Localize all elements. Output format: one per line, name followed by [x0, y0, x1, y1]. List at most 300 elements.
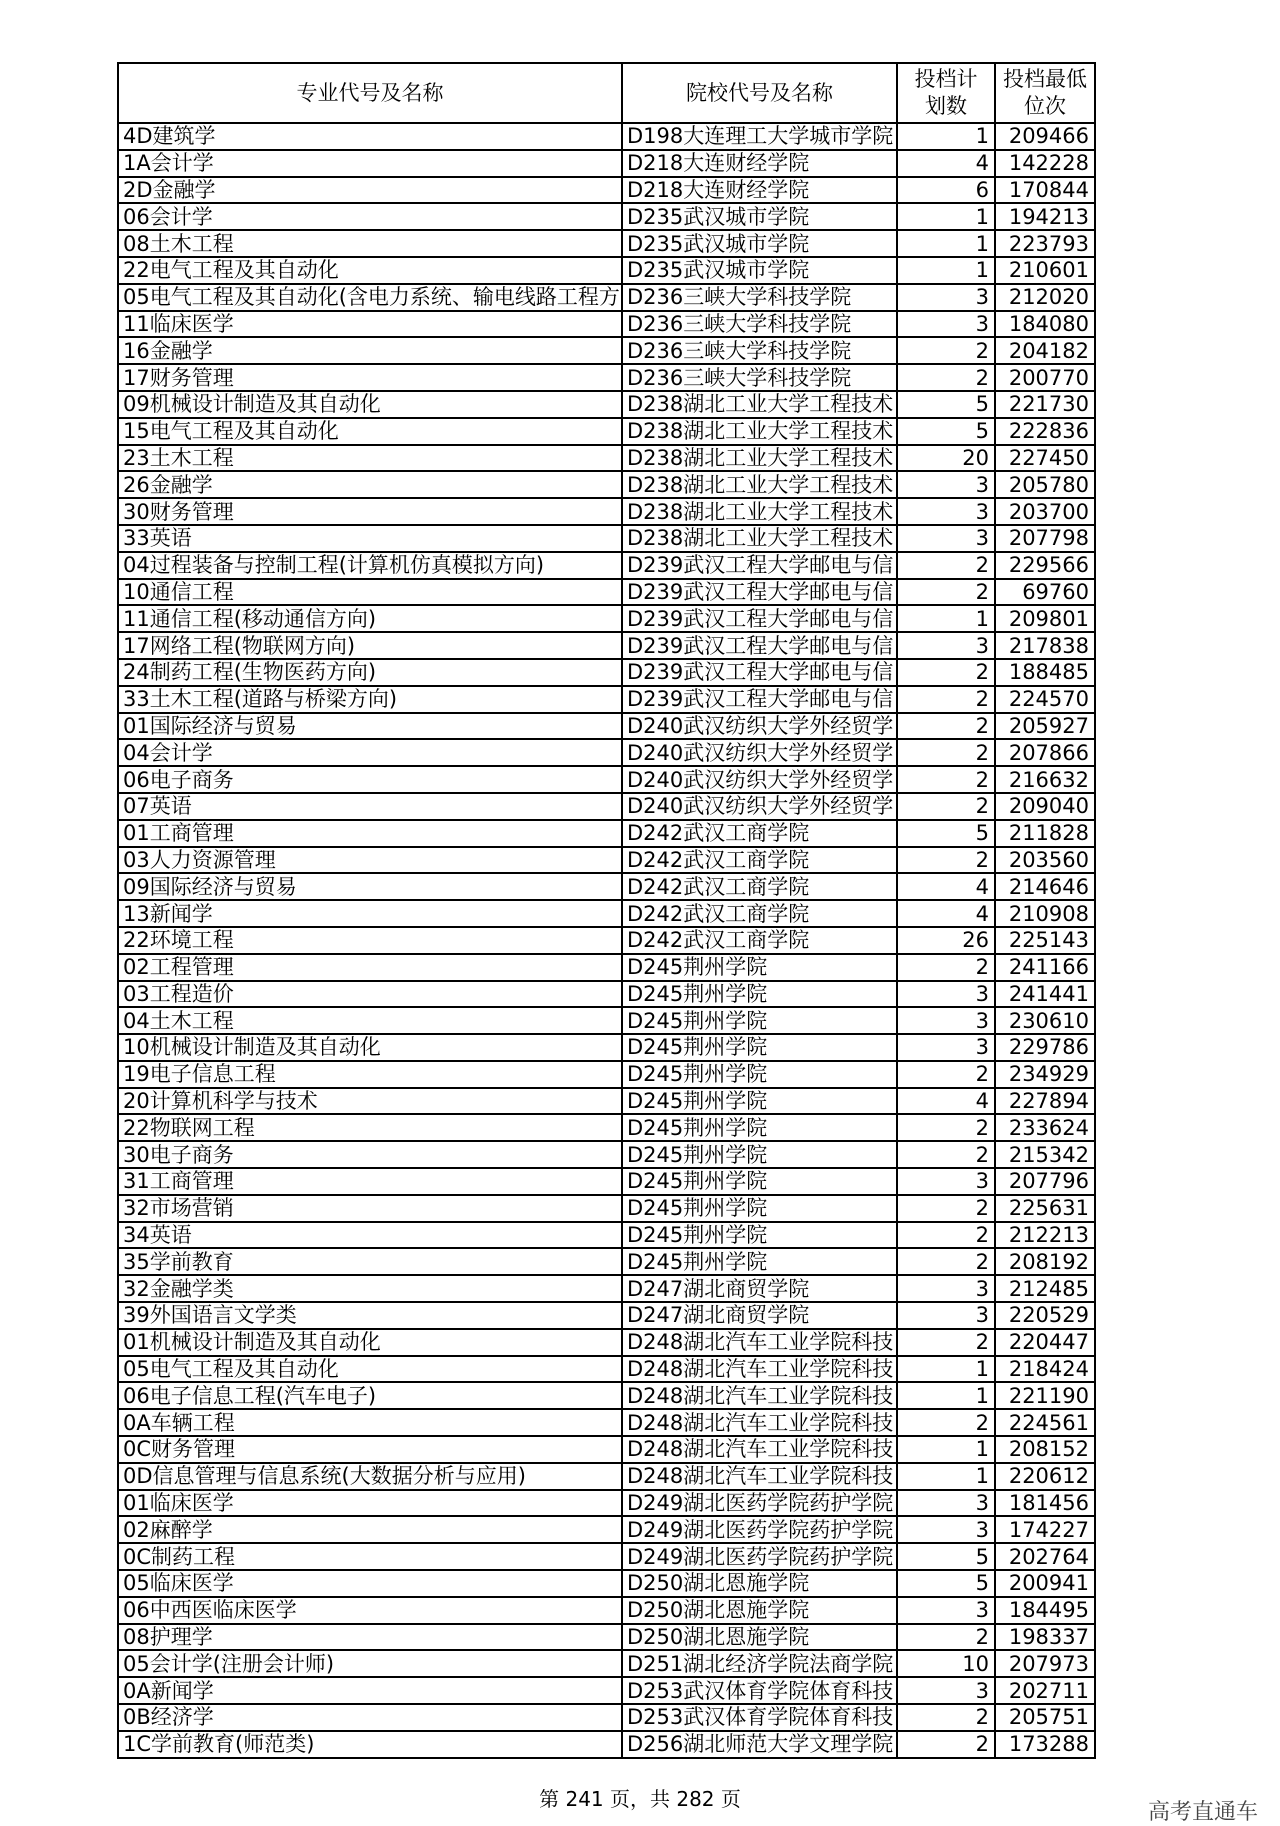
- cell-min-rank: 188485: [995, 659, 1095, 686]
- table-row: [118, 1195, 1095, 1222]
- table-row: [118, 230, 1095, 257]
- cell-major: 02麻醉学: [118, 1516, 622, 1543]
- table-row: [118, 1490, 1095, 1517]
- cell-min-rank: 69760: [995, 579, 1095, 606]
- table-row: [118, 766, 1095, 793]
- table-row: [118, 525, 1095, 552]
- cell-min-rank: 205751: [995, 1704, 1095, 1731]
- cell-plan-count: 3: [897, 632, 995, 659]
- table-row: [118, 632, 1095, 659]
- table-row: [118, 659, 1095, 686]
- cell-major: 01临床医学: [118, 1490, 622, 1517]
- cell-min-rank: 200770: [995, 364, 1095, 391]
- cell-plan-count: 4: [897, 873, 995, 900]
- cell-major: 03人力资源管理: [118, 847, 622, 874]
- table-row: [118, 793, 1095, 820]
- cell-school: D249湖北医药学院药护学院: [622, 1543, 897, 1570]
- table-row: [118, 981, 1095, 1008]
- cell-major: 06中西医临床医学: [118, 1597, 622, 1624]
- table-row: [118, 1516, 1095, 1543]
- cell-school: D240武汉纺织大学外经贸学: [622, 766, 897, 793]
- cell-school: D239武汉工程大学邮电与信: [622, 552, 897, 579]
- cell-school: D249湖北医药学院药护学院: [622, 1516, 897, 1543]
- watermark: 高考直通车: [1147, 1800, 1258, 1825]
- cell-school: D248湖北汽车工业学院科技: [622, 1436, 897, 1463]
- table-row: [118, 1007, 1095, 1034]
- cell-min-rank: 142228: [995, 150, 1095, 177]
- cell-school: D236三峡大学科技学院: [622, 311, 897, 338]
- cell-min-rank: 220447: [995, 1329, 1095, 1356]
- cell-plan-count: 2: [897, 364, 995, 391]
- cell-plan-count: 2: [897, 579, 995, 606]
- cell-major: 23土木工程: [118, 445, 622, 472]
- header-plan-count-line2: 划数: [925, 94, 967, 118]
- cell-plan-count: 1: [897, 203, 995, 230]
- cell-major: 10通信工程: [118, 579, 622, 606]
- cell-min-rank: 216632: [995, 766, 1095, 793]
- cell-plan-count: 3: [897, 1168, 995, 1195]
- cell-major: 20计算机科学与技术: [118, 1088, 622, 1115]
- cell-major: 15电气工程及其自动化: [118, 418, 622, 445]
- cell-plan-count: 2: [897, 847, 995, 874]
- cell-plan-count: 3: [897, 284, 995, 311]
- cell-plan-count: 1: [897, 605, 995, 632]
- cell-major: 01机械设计制造及其自动化: [118, 1329, 622, 1356]
- table-row: [118, 1088, 1095, 1115]
- cell-min-rank: 214646: [995, 873, 1095, 900]
- table-row: [118, 1597, 1095, 1624]
- cell-min-rank: 200941: [995, 1570, 1095, 1597]
- header-school: 院校代号及名称: [622, 63, 897, 123]
- cell-plan-count: 2: [897, 1731, 995, 1758]
- cell-plan-count: 2: [897, 686, 995, 713]
- cell-plan-count: 2: [897, 1248, 995, 1275]
- cell-plan-count: 3: [897, 981, 995, 1008]
- table-row: [118, 686, 1095, 713]
- cell-plan-count: 2: [897, 659, 995, 686]
- table-row: [118, 1382, 1095, 1409]
- cell-major: 35学前教育: [118, 1248, 622, 1275]
- cell-plan-count: 3: [897, 1516, 995, 1543]
- cell-min-rank: 217838: [995, 632, 1095, 659]
- cell-major: 0A车辆工程: [118, 1409, 622, 1436]
- table-row: [118, 391, 1095, 418]
- cell-plan-count: 3: [897, 1490, 995, 1517]
- cell-school: D198大连理工大学城市学院: [622, 123, 897, 150]
- cell-plan-count: 3: [897, 1677, 995, 1704]
- cell-major: 39外国语言文学类: [118, 1302, 622, 1329]
- header-min-rank-line2: 位次: [1024, 94, 1066, 118]
- cell-major: 06电子商务: [118, 766, 622, 793]
- cell-school: D240武汉纺织大学外经贸学: [622, 793, 897, 820]
- cell-school: D242武汉工商学院: [622, 900, 897, 927]
- cell-plan-count: 2: [897, 1222, 995, 1249]
- cell-school: D248湖北汽车工业学院科技: [622, 1463, 897, 1490]
- cell-plan-count: 2: [897, 1329, 995, 1356]
- cell-major: 33土木工程(道路与桥梁方向): [118, 686, 622, 713]
- cell-major: 4D建筑学: [118, 123, 622, 150]
- table-row: [118, 1302, 1095, 1329]
- cell-plan-count: 1: [897, 1382, 995, 1409]
- table-row: [118, 1436, 1095, 1463]
- cell-min-rank: 174227: [995, 1516, 1095, 1543]
- table-row: [118, 364, 1095, 391]
- table-body: [118, 123, 1095, 1758]
- cell-plan-count: 1: [897, 230, 995, 257]
- cell-major: 01国际经济与贸易: [118, 713, 622, 740]
- cell-major: 08护理学: [118, 1624, 622, 1651]
- cell-school: D238湖北工业大学工程技术: [622, 418, 897, 445]
- cell-major: 02工程管理: [118, 954, 622, 981]
- table-row: [118, 284, 1095, 311]
- cell-min-rank: 211828: [995, 820, 1095, 847]
- cell-school: D253武汉体育学院体育科技: [622, 1704, 897, 1731]
- cell-plan-count: 2: [897, 739, 995, 766]
- table-row: [118, 123, 1095, 150]
- cell-school: D248湖北汽车工业学院科技: [622, 1382, 897, 1409]
- cell-min-rank: 207798: [995, 525, 1095, 552]
- cell-plan-count: 26: [897, 927, 995, 954]
- cell-min-rank: 181456: [995, 1490, 1095, 1517]
- cell-school: D245荆州学院: [622, 1088, 897, 1115]
- cell-min-rank: 212020: [995, 284, 1095, 311]
- table-row: [118, 1034, 1095, 1061]
- cell-school: D239武汉工程大学邮电与信: [622, 632, 897, 659]
- cell-min-rank: 184080: [995, 311, 1095, 338]
- cell-plan-count: 2: [897, 1704, 995, 1731]
- cell-major: 16金融学: [118, 337, 622, 364]
- cell-school: D250湖北恩施学院: [622, 1597, 897, 1624]
- cell-plan-count: 3: [897, 1275, 995, 1302]
- cell-plan-count: 20: [897, 445, 995, 472]
- cell-plan-count: 6: [897, 177, 995, 204]
- table-row: [118, 1650, 1095, 1677]
- cell-min-rank: 202764: [995, 1543, 1095, 1570]
- cell-major: 22电气工程及其自动化: [118, 257, 622, 284]
- cell-plan-count: 3: [897, 1597, 995, 1624]
- cell-school: D245荆州学院: [622, 1195, 897, 1222]
- table-row: [118, 1570, 1095, 1597]
- cell-major: 0C制药工程: [118, 1543, 622, 1570]
- cell-major: 0D信息管理与信息系统(大数据分析与应用): [118, 1463, 622, 1490]
- cell-school: D238湖北工业大学工程技术: [622, 445, 897, 472]
- table-row: [118, 418, 1095, 445]
- cell-school: D250湖北恩施学院: [622, 1624, 897, 1651]
- cell-min-rank: 241441: [995, 981, 1095, 1008]
- cell-min-rank: 173288: [995, 1731, 1095, 1758]
- cell-school: D251湖北经济学院法商学院: [622, 1650, 897, 1677]
- cell-major: 19电子信息工程: [118, 1061, 622, 1088]
- cell-plan-count: 2: [897, 713, 995, 740]
- admission-table: [117, 62, 1096, 1759]
- cell-major: 30电子商务: [118, 1141, 622, 1168]
- cell-plan-count: 3: [897, 1034, 995, 1061]
- table-row: [118, 1677, 1095, 1704]
- table-row: [118, 1356, 1095, 1383]
- table-row: [118, 337, 1095, 364]
- table-row: [118, 1061, 1095, 1088]
- table-row: [118, 1704, 1095, 1731]
- cell-min-rank: 227450: [995, 445, 1095, 472]
- cell-major: 31工商管理: [118, 1168, 622, 1195]
- cell-major: 32金融学类: [118, 1275, 622, 1302]
- cell-plan-count: 2: [897, 1141, 995, 1168]
- cell-major: 08土木工程: [118, 230, 622, 257]
- table-row: [118, 927, 1095, 954]
- cell-school: D245荆州学院: [622, 981, 897, 1008]
- cell-min-rank: 208152: [995, 1436, 1095, 1463]
- cell-major: 04过程装备与控制工程(计算机仿真模拟方向): [118, 552, 622, 579]
- cell-school: D247湖北商贸学院: [622, 1302, 897, 1329]
- table-row: [118, 579, 1095, 606]
- table-row: [118, 713, 1095, 740]
- cell-plan-count: 4: [897, 900, 995, 927]
- cell-plan-count: 1: [897, 1356, 995, 1383]
- cell-plan-count: 5: [897, 820, 995, 847]
- table-row: [118, 1141, 1095, 1168]
- page-footer: 第 241 页，共 282 页: [539, 1787, 741, 1811]
- cell-min-rank: 230610: [995, 1007, 1095, 1034]
- cell-min-rank: 220529: [995, 1302, 1095, 1329]
- cell-major: 01工商管理: [118, 820, 622, 847]
- cell-plan-count: 2: [897, 954, 995, 981]
- cell-major: 22物联网工程: [118, 1114, 622, 1141]
- cell-school: D239武汉工程大学邮电与信: [622, 686, 897, 713]
- cell-min-rank: 212213: [995, 1222, 1095, 1249]
- cell-major: 17网络工程(物联网方向): [118, 632, 622, 659]
- cell-plan-count: 1: [897, 123, 995, 150]
- cell-school: D242武汉工商学院: [622, 873, 897, 900]
- cell-min-rank: 229786: [995, 1034, 1095, 1061]
- cell-school: D239武汉工程大学邮电与信: [622, 579, 897, 606]
- table-row: [118, 1114, 1095, 1141]
- cell-school: D235武汉城市学院: [622, 203, 897, 230]
- table-row: [118, 203, 1095, 230]
- cell-min-rank: 215342: [995, 1141, 1095, 1168]
- cell-school: D245荆州学院: [622, 1061, 897, 1088]
- cell-min-rank: 194213: [995, 203, 1095, 230]
- cell-major: 03工程造价: [118, 981, 622, 1008]
- cell-school: D218大连财经学院: [622, 177, 897, 204]
- table-row: [118, 177, 1095, 204]
- cell-school: D238湖北工业大学工程技术: [622, 391, 897, 418]
- table-row: [118, 1624, 1095, 1651]
- cell-school: D240武汉纺织大学外经贸学: [622, 713, 897, 740]
- table-row: [118, 1329, 1095, 1356]
- cell-min-rank: 225143: [995, 927, 1095, 954]
- cell-min-rank: 234929: [995, 1061, 1095, 1088]
- cell-min-rank: 184495: [995, 1597, 1095, 1624]
- cell-major: 13新闻学: [118, 900, 622, 927]
- cell-min-rank: 207796: [995, 1168, 1095, 1195]
- cell-school: D256湖北师范大学文理学院: [622, 1731, 897, 1758]
- cell-plan-count: 4: [897, 150, 995, 177]
- table-row: [118, 471, 1095, 498]
- cell-school: D248湖北汽车工业学院科技: [622, 1329, 897, 1356]
- table-row: [118, 445, 1095, 472]
- cell-min-rank: 204182: [995, 337, 1095, 364]
- cell-plan-count: 10: [897, 1650, 995, 1677]
- cell-plan-count: 3: [897, 498, 995, 525]
- cell-major: 06电子信息工程(汽车电子): [118, 1382, 622, 1409]
- cell-school: D238湖北工业大学工程技术: [622, 498, 897, 525]
- cell-plan-count: 3: [897, 525, 995, 552]
- cell-min-rank: 205927: [995, 713, 1095, 740]
- cell-min-rank: 209040: [995, 793, 1095, 820]
- cell-school: D245荆州学院: [622, 1007, 897, 1034]
- cell-plan-count: 1: [897, 1436, 995, 1463]
- cell-plan-count: 2: [897, 552, 995, 579]
- cell-school: D235武汉城市学院: [622, 257, 897, 284]
- cell-school: D248湖北汽车工业学院科技: [622, 1356, 897, 1383]
- cell-min-rank: 225631: [995, 1195, 1095, 1222]
- cell-school: D242武汉工商学院: [622, 927, 897, 954]
- table-row: [118, 1248, 1095, 1275]
- cell-plan-count: 2: [897, 1195, 995, 1222]
- table-row: [118, 257, 1095, 284]
- header-plan-count: [897, 63, 995, 123]
- cell-min-rank: 202711: [995, 1677, 1095, 1704]
- header-min-rank-line1: 投档最低: [1003, 67, 1087, 91]
- cell-major: 05临床医学: [118, 1570, 622, 1597]
- cell-school: D236三峡大学科技学院: [622, 284, 897, 311]
- cell-plan-count: 3: [897, 311, 995, 338]
- table-row: [118, 954, 1095, 981]
- cell-min-rank: 209466: [995, 123, 1095, 150]
- cell-school: D235武汉城市学院: [622, 230, 897, 257]
- cell-min-rank: 203560: [995, 847, 1095, 874]
- table-row: [118, 900, 1095, 927]
- cell-major: 1A会计学: [118, 150, 622, 177]
- cell-school: D245荆州学院: [622, 1141, 897, 1168]
- cell-school: D249湖北医药学院药护学院: [622, 1490, 897, 1517]
- cell-min-rank: 209801: [995, 605, 1095, 632]
- cell-major: 06会计学: [118, 203, 622, 230]
- table-row: [118, 1463, 1095, 1490]
- table-row: [118, 552, 1095, 579]
- cell-min-rank: 222836: [995, 418, 1095, 445]
- table-row: [118, 739, 1095, 766]
- header-min-rank: [995, 63, 1095, 123]
- cell-major: 2D金融学: [118, 177, 622, 204]
- cell-min-rank: 224570: [995, 686, 1095, 713]
- cell-school: D236三峡大学科技学院: [622, 364, 897, 391]
- cell-major: 33英语: [118, 525, 622, 552]
- cell-min-rank: 241166: [995, 954, 1095, 981]
- cell-plan-count: 1: [897, 1463, 995, 1490]
- cell-plan-count: 5: [897, 1543, 995, 1570]
- cell-plan-count: 2: [897, 1061, 995, 1088]
- table-row: [118, 311, 1095, 338]
- cell-school: D245荆州学院: [622, 1168, 897, 1195]
- header-major: 专业代号及名称: [118, 63, 622, 123]
- cell-min-rank: 224561: [995, 1409, 1095, 1436]
- cell-major: 0B经济学: [118, 1704, 622, 1731]
- cell-plan-count: 2: [897, 793, 995, 820]
- cell-major: 17财务管理: [118, 364, 622, 391]
- cell-plan-count: 5: [897, 1570, 995, 1597]
- cell-major: 04会计学: [118, 739, 622, 766]
- cell-min-rank: 229566: [995, 552, 1095, 579]
- cell-min-rank: 221190: [995, 1382, 1095, 1409]
- table-row: [118, 1543, 1095, 1570]
- cell-major: 10机械设计制造及其自动化: [118, 1034, 622, 1061]
- table-row: [118, 820, 1095, 847]
- cell-min-rank: 170844: [995, 177, 1095, 204]
- cell-major: 04土木工程: [118, 1007, 622, 1034]
- cell-min-rank: 220612: [995, 1463, 1095, 1490]
- cell-min-rank: 233624: [995, 1114, 1095, 1141]
- cell-plan-count: 1: [897, 257, 995, 284]
- cell-min-rank: 205780: [995, 471, 1095, 498]
- cell-plan-count: 3: [897, 471, 995, 498]
- cell-major: 0A新闻学: [118, 1677, 622, 1704]
- cell-school: D245荆州学院: [622, 1114, 897, 1141]
- cell-school: D245荆州学院: [622, 954, 897, 981]
- table-row: [118, 150, 1095, 177]
- cell-school: D238湖北工业大学工程技术: [622, 471, 897, 498]
- cell-major: 09机械设计制造及其自动化: [118, 391, 622, 418]
- cell-min-rank: 207866: [995, 739, 1095, 766]
- cell-min-rank: 207973: [995, 1650, 1095, 1677]
- cell-major: 05电气工程及其自动化(含电力系统、输电线路工程方: [118, 284, 622, 311]
- table-row: [118, 605, 1095, 632]
- cell-min-rank: 227894: [995, 1088, 1095, 1115]
- table-row: [118, 1222, 1095, 1249]
- table-row: [118, 1731, 1095, 1758]
- cell-min-rank: 210908: [995, 900, 1095, 927]
- cell-plan-count: 2: [897, 337, 995, 364]
- cell-plan-count: 2: [897, 1114, 995, 1141]
- cell-plan-count: 4: [897, 1088, 995, 1115]
- cell-major: 1C学前教育(师范类): [118, 1731, 622, 1758]
- cell-min-rank: 212485: [995, 1275, 1095, 1302]
- table-row: [118, 1275, 1095, 1302]
- cell-min-rank: 223793: [995, 230, 1095, 257]
- cell-school: D218大连财经学院: [622, 150, 897, 177]
- table-row: [118, 1409, 1095, 1436]
- cell-major: 22环境工程: [118, 927, 622, 954]
- cell-major: 0C财务管理: [118, 1436, 622, 1463]
- cell-major: 11通信工程(移动通信方向): [118, 605, 622, 632]
- cell-plan-count: 3: [897, 1302, 995, 1329]
- cell-major: 11临床医学: [118, 311, 622, 338]
- cell-school: D253武汉体育学院体育科技: [622, 1677, 897, 1704]
- cell-major: 05会计学(注册会计师): [118, 1650, 622, 1677]
- cell-school: D242武汉工商学院: [622, 820, 897, 847]
- table-row: [118, 498, 1095, 525]
- cell-min-rank: 208192: [995, 1248, 1095, 1275]
- cell-school: D236三峡大学科技学院: [622, 337, 897, 364]
- cell-school: D248湖北汽车工业学院科技: [622, 1409, 897, 1436]
- cell-major: 26金融学: [118, 471, 622, 498]
- cell-school: D239武汉工程大学邮电与信: [622, 659, 897, 686]
- cell-min-rank: 203700: [995, 498, 1095, 525]
- cell-min-rank: 210601: [995, 257, 1095, 284]
- cell-plan-count: 3: [897, 1007, 995, 1034]
- cell-school: D245荆州学院: [622, 1222, 897, 1249]
- table-row: [118, 847, 1095, 874]
- cell-min-rank: 218424: [995, 1356, 1095, 1383]
- cell-major: 09国际经济与贸易: [118, 873, 622, 900]
- table-row: [118, 1168, 1095, 1195]
- cell-major: 32市场营销: [118, 1195, 622, 1222]
- cell-school: D238湖北工业大学工程技术: [622, 525, 897, 552]
- table-header-row: [118, 63, 1095, 123]
- cell-plan-count: 2: [897, 1624, 995, 1651]
- cell-school: D245荆州学院: [622, 1248, 897, 1275]
- cell-major: 07英语: [118, 793, 622, 820]
